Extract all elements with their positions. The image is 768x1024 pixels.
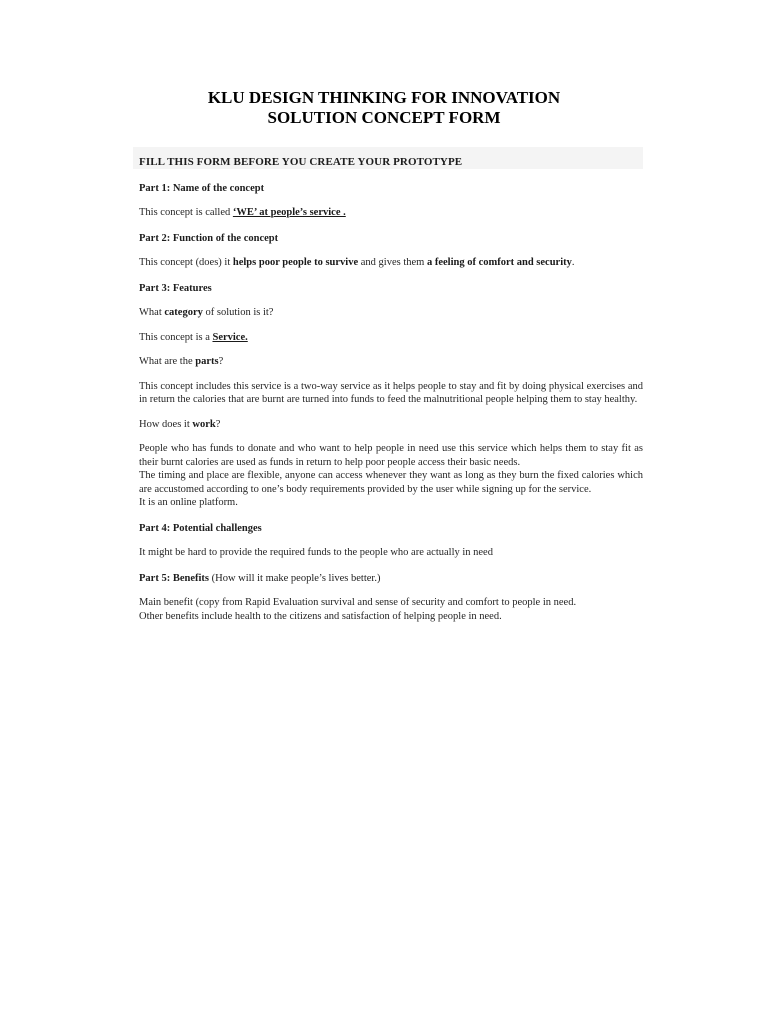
a1-bold: Service.: [212, 331, 248, 343]
document-title: KLU DESIGN THINKING FOR INNOVATION: [207, 88, 561, 107]
q2-suffix: ?: [218, 356, 224, 367]
part1-prefix: This concept is called: [139, 207, 233, 218]
part2-bold-a: helps poor people to survive: [232, 257, 359, 268]
part5-heading-row: [139, 572, 643, 586]
a1-prefix: This concept is a: [139, 331, 213, 343]
parts-question: [139, 355, 643, 369]
work-question: [139, 418, 643, 432]
work-answer-2: The timing and place are flexible, anyone can access whenever they want as long as they burn the fixed calories which are accustomed according to one’s body requirements provided by the user while signing up for the service.: [139, 470, 643, 495]
other-benefits: Other benefits include health to the citizens and satisfaction of helping people in need.: [139, 610, 502, 622]
q3-prefix: How does it: [139, 418, 193, 430]
q1-bold: category: [164, 307, 203, 318]
part1-text: [139, 206, 643, 220]
q3-bold: work: [192, 418, 216, 430]
part5-heading: Part 5: Benefits: [139, 572, 209, 584]
part5-heading-note: (How will it make people’s lives better.): [208, 572, 381, 584]
document-subtitle: SOLUTION CONCEPT FORM: [267, 108, 501, 127]
q2-bold: parts: [195, 356, 219, 367]
category-answer: [139, 331, 643, 345]
q1-suffix: of solution is it?: [202, 307, 274, 318]
part2-text: [139, 256, 643, 270]
work-answer-1: People who has funds to donate and who want to help people in need use this service which helps them to stay fit as their burnt calories are used as funds in return to help poor people access their basic needs.: [139, 443, 643, 468]
part2-text-a: This concept (does) it: [139, 257, 233, 268]
part2-text-c: .: [571, 257, 575, 268]
q3-suffix: ?: [215, 418, 221, 430]
part4-heading: Part 4: Potential challenges: [139, 522, 262, 534]
category-question: [139, 306, 643, 320]
parts-answer: This concept includes this service is a two-way service as it helps people to stay and fit by doing physical exercises and in return the calories that are burnt are turned into funds to feed the malnutritional people helping them to stay healthy.: [139, 380, 643, 405]
challenges-text: It might be hard to provide the required funds to the people who are actually in need: [139, 547, 493, 558]
part3-heading: Part 3: Features: [139, 282, 212, 294]
q1-prefix: What: [139, 307, 165, 318]
part2-bold-b: a feeling of comfort and security: [426, 257, 572, 268]
q2-prefix: What are the: [139, 356, 196, 367]
page-header: [0, 88, 768, 128]
main-benefit: Main benefit (copy from Rapid Evaluation survival and sense of security and comfort to people in need.: [139, 597, 577, 608]
part2-text-b: and gives them: [358, 257, 427, 268]
concept-form: [133, 147, 643, 623]
work-answer-3: It is an online platform.: [139, 497, 238, 508]
concept-name: ‘WE’ at people’s service .: [232, 207, 346, 218]
part2-heading: Part 2: Function of the concept: [139, 232, 279, 244]
form-instruction: FILL THIS FORM BEFORE YOU CREATE YOUR PROTOTYPE: [139, 156, 463, 168]
part1-heading: Part 1: Name of the concept: [139, 182, 265, 194]
